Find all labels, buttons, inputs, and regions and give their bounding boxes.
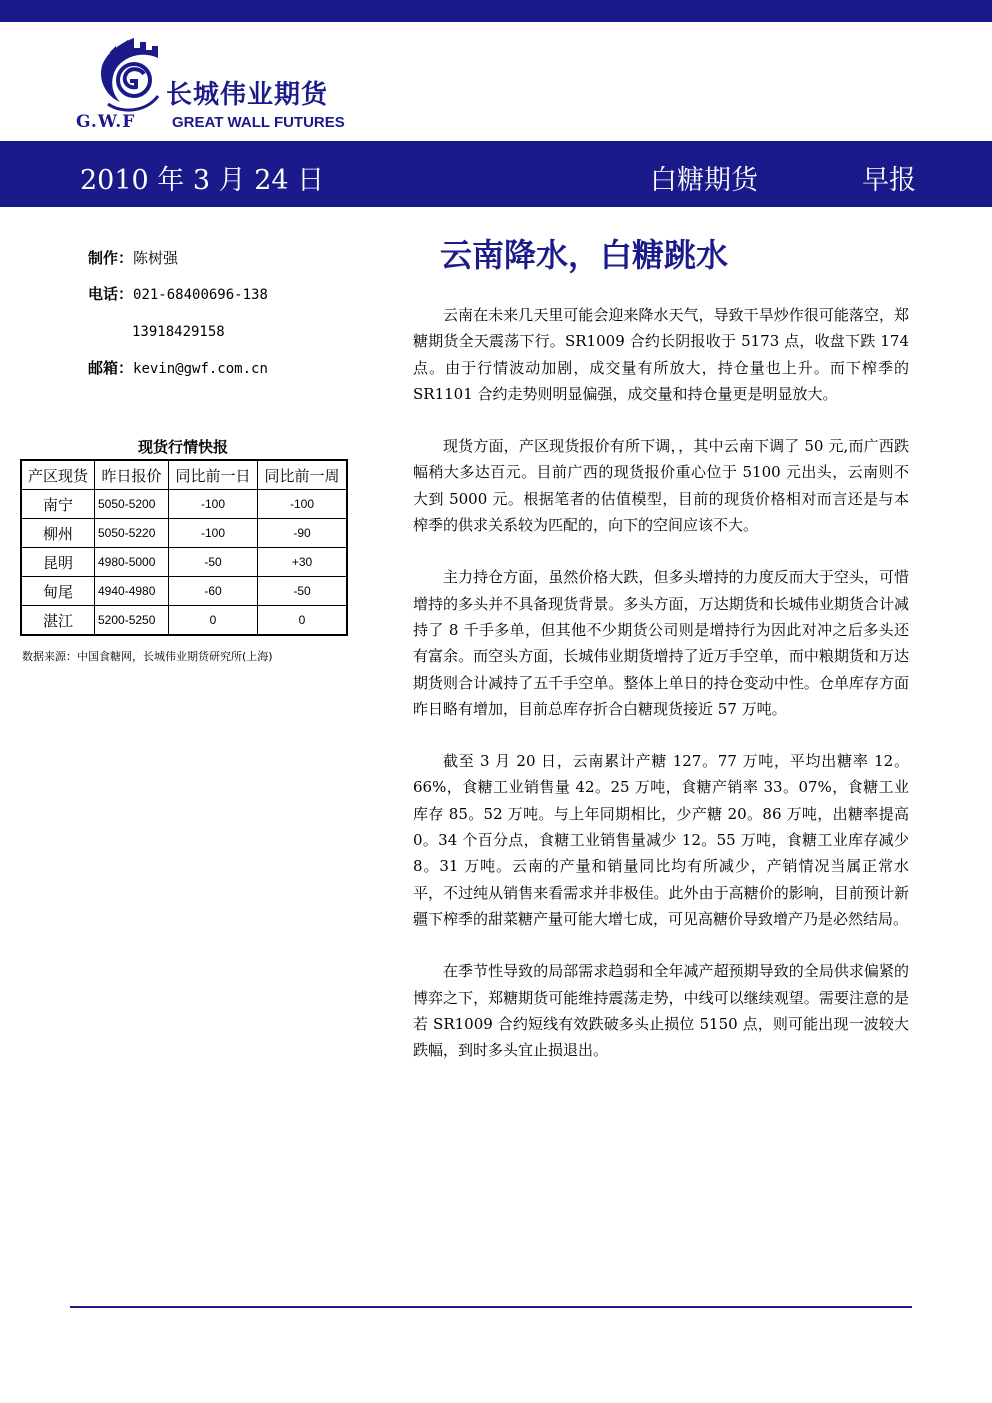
article-paragraph: 主力持仓方面，虽然价格大跌，但多头增持的力度反而大于空头，可惜增持的多头并不具备现货背景。多头方面，万达期货和长城伟业期货合计减持了 8 千手多单，但其他不少期货公司则是增持行为因此对冲之后多头还有富余。而空头方面，长城伟业期货增持了近万手空单，而中粮期货和万达期货则合计减持了五千手空单。整体上单日的持仓变动中性。仓单库存方面昨日略有增加，目前总库存折合白糖现货接近 57 万吨。: [413, 568, 909, 718]
price-range-cell: 5200-5250: [95, 606, 169, 636]
price-range-cell: 4940-4980: [95, 577, 169, 606]
spot-table-title: 现货行情快报: [137, 438, 228, 456]
city-cell: 甸尾: [21, 577, 95, 606]
brand-name-en: GREAT WALL FUTURES: [172, 114, 345, 131]
report-header-band: [0, 141, 992, 207]
week-change-cell: 0: [258, 606, 348, 636]
column-header: 同比前一日: [169, 460, 258, 490]
table-row: [21, 519, 347, 548]
article-body: [413, 302, 909, 1089]
week-change-cell: -50: [258, 577, 348, 606]
day-change-cell: -60: [169, 577, 258, 606]
table-row: [21, 490, 347, 519]
report-type: 早报: [862, 165, 916, 196]
article-paragraph: 截至 3 月 20 日，云南累计产糖 127。77 万吨，平均出糖率 12。66%，食糖工业销售量 42。25 万吨，食糖产销率 33。07%，食糖工业库存 85。52 万吨。与上年同期相比，少产糖 20。86 万吨，出糖率提高 0。34 个百分点，食糖工业销售量减少 12。55 万吨，食糖工业库存减少 8。31 万吨。云南的产量和销量同比均有所减少，产销情况当属正常水平，不过纯从销售来看需求并非极佳。此外由于高糖价的影响，目前预计新疆下榨季的甜菜糖产量可能大增七成，可见高糖价导致增产乃是必然结局。: [413, 752, 909, 928]
city-cell: 湛江: [21, 606, 95, 636]
mobile-number: 13918429158: [132, 324, 225, 340]
brand-name-cn: 长城伟业期货: [166, 80, 329, 110]
week-change-cell: -90: [258, 519, 348, 548]
report-date: 2010 年 3 月 24 日: [80, 165, 325, 196]
spot-quotes-table: [20, 459, 348, 636]
table-row: [21, 548, 347, 577]
price-range-cell: 5050-5200: [95, 490, 169, 519]
day-change-cell: -100: [169, 519, 258, 548]
phone-label: 电话：: [88, 285, 134, 303]
email-label: 邮箱：: [88, 359, 134, 377]
report-category: 白糖期货: [650, 165, 758, 196]
week-change-cell: -100: [258, 490, 348, 519]
great-wall-emblem-icon: [88, 34, 170, 116]
week-change-cell: +30: [258, 548, 348, 577]
column-header: 昨日报价: [95, 460, 169, 490]
footer-divider: [70, 1306, 912, 1308]
article-headline: 云南降水，白糖跳水: [440, 236, 729, 274]
phone-number: 021-68400696-138: [133, 287, 268, 303]
producer-name: 陈树强: [133, 249, 179, 267]
email-address[interactable]: kevin@gwf.com.cn: [133, 361, 268, 377]
city-cell: 柳州: [21, 519, 95, 548]
price-range-cell: 5050-5220: [95, 519, 169, 548]
author-info: [88, 240, 268, 387]
article-paragraph: 在季节性导致的局部需求趋弱和全年减产超预期导致的全局供求偏紧的博弈之下，郑糖期货可能维持震荡走势，中线可以继续观望。需要注意的是若 SR1009 合约短线有效跌破多头止损位 5150 点，则可能出现一波较大跌幅，到时多头宜止损退出。: [413, 962, 909, 1060]
day-change-cell: -100: [169, 490, 258, 519]
article-paragraph: 现货方面，产区现货报价有所下调，，其中云南下调了 50 元,而广西跌幅稍大多达百元。目前广西的现货报价重心位于 5100 元出头，云南则不大到 5000 元。根据笔者的估值模型，目前的现货价格相对而言还是与本榨季的供求关系较为匹配的，向下的空间应该不大。: [413, 437, 909, 535]
day-change-cell: 0: [169, 606, 258, 636]
brand-abbreviation: G.W.F: [76, 112, 136, 132]
column-header: 同比前一周: [258, 460, 348, 490]
article-paragraph: 云南在未来几天里可能会迎来降水天气，导致干旱炒作很可能落空，郑糖期货全天震荡下行。SR1009 合约长阴报收于 5173 点，收盘下跌 174 点。由于行情波动加剧，成交量有所放大，持仓量也上升。而下榨季的 SR1101 合约走势则明显偏强，成交量和持仓量更是明显放大。: [413, 306, 909, 403]
price-range-cell: 4980-5000: [95, 548, 169, 577]
data-source-note: 数据来源：中国食糖网，长城伟业期货研究所(上海): [22, 650, 273, 663]
table-header-row: [21, 460, 347, 490]
column-header: 产区现货: [21, 460, 95, 490]
company-logo: [74, 34, 374, 134]
day-change-cell: -50: [169, 548, 258, 577]
city-cell: 昆明: [21, 548, 95, 577]
table-row: [21, 606, 347, 636]
city-cell: 南宁: [21, 490, 95, 519]
table-row: [21, 577, 347, 606]
top-color-bar: [0, 0, 992, 22]
producer-label: 制作：: [88, 249, 134, 267]
